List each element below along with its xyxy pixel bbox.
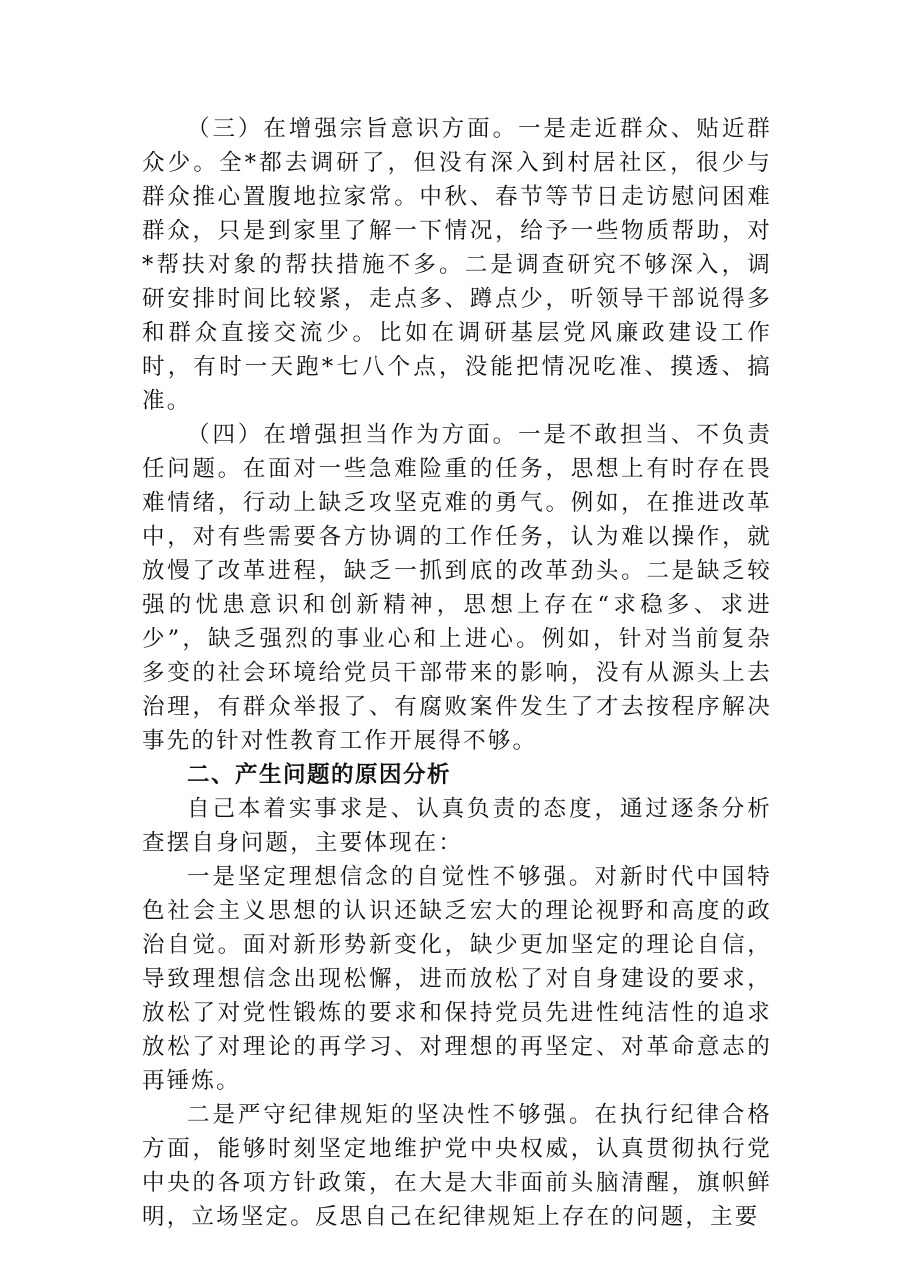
paragraph-section-4: （四）在增强担当作为方面。一是不敢担当、不负责任问题。在面对一些急难险重的任务，思想上有时存在畏难情绪，行动上缺乏攻坚克难的勇气。例如，在推进改革中，对有些需要各方协调的工作任务，认为难以操作，就放慢了改革进程，缺乏一抓到底的改革劲头。二是缺乏较强的忧患意识和创新精神，思想上存在“求稳多、求进少”，缺乏强烈的事业心和上进心。例如，针对当前复杂多变的社会环境给党员干部带来的影响，没有从源头上去治理，有群众举报了、有腐败案件发生了才去按程序解决事先的针对性教育工作开展得不够。 [142,422,772,754]
paragraph-intro: 自己本着实事求是、认真负责的态度，通过逐条分析查摆自身问题，主要体现在： [142,796,772,856]
paragraph-point-1: 一是坚定理想信念的自觉性不够强。对新时代中国特色社会主义思想的认识还缺乏宏大的理论视野和高度的政治自觉。面对新形势新变化，缺少更加坚定的理论自信，导致理想信念出现松懈，进而放松了对自身建设的要求，放松了对党性锻炼的要求和保持党员先进性纯洁性的追求放松了对理论的再学习、对理想的再坚定、对革命意志的再锤炼。 [142,864,772,1094]
paragraph-point-2: 二是严守纪律规矩的坚决性不够强。在执行纪律合格方面，能够时刻坚定地维护党中央权威，认真贯彻执行党中央的各项方针政策，在大是大非面前头脑清醒，旗帜鲜明，立场坚定。反思自己在纪律规矩上存在的问题，主要 [142,1102,772,1230]
section-heading-cause-analysis: 二、产生问题的原因分析 [187,762,452,788]
paragraph-section-3: （三）在增强宗旨意识方面。一是走近群众、贴近群众少。全*都去调研了，但没有深入到村居社区，很少与群众推心置腹地拉家常。中秋、春节等节日走访慰问困难群众，只是到家里了解一下情况，给予一些物质帮助，对*帮扶对象的帮扶措施不多。二是调查研究不够深入，调研安排时间比较紧，走点多、蹲点少，听领导干部说得多和群众直接交流少。比如在调研基层党风廉政建设工作时，有时一天跑*七八个点，没能把情况吃准、摸透、搞准。 [142,116,772,414]
document-page [142,112,772,1234]
